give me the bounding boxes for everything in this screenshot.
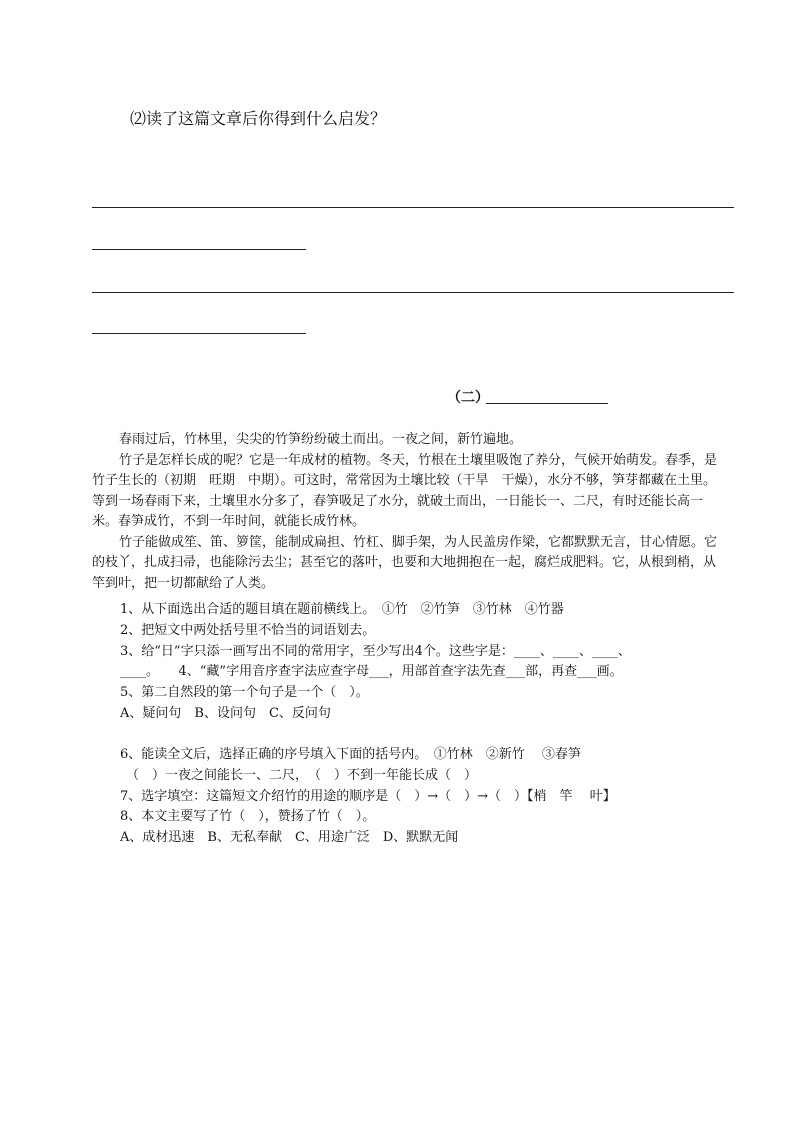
question-3: 3、给“日”字只添一画写出不同的常用字，至少写出4个。这些字是：____、____、____、 (120, 644, 631, 659)
passage (92, 430, 717, 594)
question-5-options: A、疑问句 B、设问句 C、反问句 (120, 706, 331, 721)
answer-line-1b (92, 249, 306, 250)
section-heading: （二） (447, 390, 489, 406)
passage-paragraph-3: 竹子能做成笙、笛、箩筐，能制成扁担、竹杠、脚手架，为人民盖房作梁，它都默默无言，甘心情愿。它的枝丫，扎成扫帚，也能除污去尘；甚至它的落叶，也要和大地拥抱在一起，腐烂成肥料。它，从根到梢，从竿到叶，把一切都献给了人类。 (92, 534, 718, 591)
question-2-prompt: ⑵读了这篇文章后你得到什么启发？ (130, 109, 387, 128)
question-6-blanks: （ ）一夜之间能长一、二尺， （ ）不到一年能长成（ ） (126, 768, 478, 783)
passage-paragraph-1: 春雨过后，竹林里，尖尖的竹笋纷纷破土而出。一夜之间，新竹遍地。 (119, 432, 523, 447)
question-2: 2、把短文中两处括号里不恰当的词语划去。 (120, 623, 376, 638)
question-8: 8、本文主要写了竹（ ），赞扬了竹（ ）。 (120, 809, 376, 824)
question-3-4: ____。 4、“藏”字用音序查字法应查字母___，用部首查字法先查___部，再查___画。 (120, 664, 623, 679)
question-8-options: A、成材迅速 B、无私奉献 C、用途广泛 D、默默无闻 (120, 830, 459, 845)
question-6: 6、能读全文后，选择正确的序号填入下面的括号内。 ①竹林 ②新竹 ③春笋 (120, 747, 581, 762)
question-5: 5、第二自然段的第一个句子是一个（ ）。 (120, 685, 369, 700)
title-blank (486, 403, 608, 404)
question-1: 1、从下面选出合适的题目填在题前横线上。 ①竹 ②竹笋 ③竹林 ④竹器 (120, 602, 564, 617)
passage-paragraph-2: 竹子是怎样长成的呢？它是一年成材的植物。冬天，竹根在土壤里吸饱了养分，气候开始萌发。春季，是竹子生长的（初期 旺期 中期）。可这时，常常因为土壤比较（干旱 干燥），水分不够，笋芽都藏在土里。等到一场春雨下来，土壤里水分多了，春笋吸足了水分，就破土而出，一日能长一、二尺，有时还能长高一米。春笋成竹，不到一年时间，就能长成竹林。 (92, 452, 718, 529)
answer-line-1 (92, 207, 734, 208)
question-7: 7、选字填空：这篇短文介绍竹的用途的顺序是（ ）→（ ）→（ ）【梢 竿 叶】 (120, 789, 616, 804)
answer-line-2b (92, 333, 306, 334)
answer-line-2 (92, 292, 734, 293)
